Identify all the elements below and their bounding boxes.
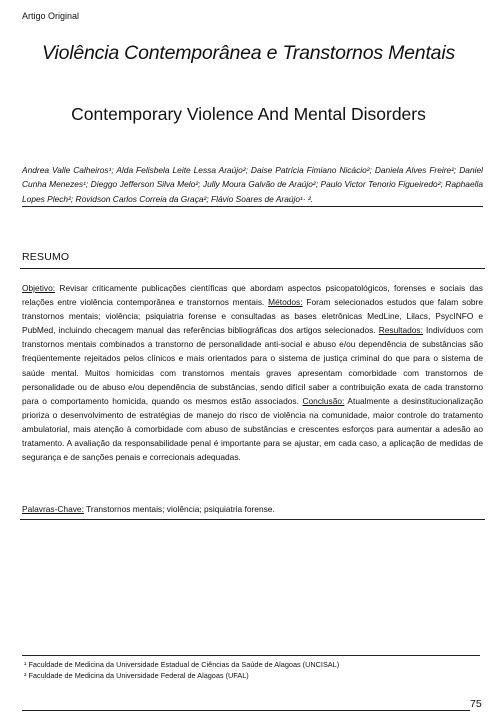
keywords-label: Palavras-Chave: [22,504,84,514]
footnotes [24,659,339,681]
page-number: 75 [470,698,482,710]
footnote-divider [22,655,480,656]
objetivo-label: Objetivo: [22,283,56,293]
abstract-body [22,281,483,464]
title-portuguese: Violência Contemporânea e Transtornos Mentais [41,42,455,64]
conclusao-text: Atualmente a desinstitucionalização prioriza o desenvolvimento de estratégias de manejo do risco de violência na comunidade, maior controle do tratamento ambulatorial, mais atenção à comorbidade com abuso de substâncias e crescentes esforços para aumentar a adesão ao tratamento. A avaliação da responsabilidade penal é importante para se ajustar, em cada caso, a aplicação de medidas de segurança e de sanções penais e correcionais adequadas. [22,395,484,463]
page-bottom-rule [22,710,470,711]
title-english: Contemporary Violence And Mental Disorders [71,104,426,124]
resultados-label: Resultados: [378,325,423,336]
objetivo-text: Revisar criticamente publicações científicas que abordam aspectos psicopatológicos, forenses e sociais das relações entre violência contemporânea e transtornos mentais. [22,283,483,308]
metodos-text: Foram selecionados estudos que falam sobre transtornos mentais; violência; psiquiatria forense e consultadas as bases eletrônicas MedLine, Lilacs, PsycINFO e PubMed, incluindo checagem manual das referências bibliográficas dos artigos selecionados. [22,297,483,336]
resultados-text: Indivíduos com transtornos mentais combinados a transtorno de personalidade anti-social e abuso e/ou dependência de substâncias são freqüentemente rejeitados pelos clínicos e mais orientados para o sistema de justiça criminal do que para o sistema de saúde mental. Muitos homicidas com transtornos mentais graves apresentam comorbidade com transtornos de personalidade ou de abuso e/ou dependência de substâncias, sendo difícil saber a contribuição exata de cada transtorno para o comportamento homicida, quando os mesmos estão associados. [22,325,484,406]
metodos-label: Métodos: [268,297,303,308]
section-label: Artigo Original [22,11,80,21]
author-list: Andrea Valle Calheiros¹; Alda Felisbela Leite Lessa Araújo²; Daise Patrícia Fimiano Nicácio²; Daniela Alves Freire²; Daniel Cunha Menezes¹; Dieggo Jefferson Silva Melo²; Jully Moura Galvão de Araújo²; Paulo Victor Tenorio Figueiredo²; Raphaella Lopes Plech²; Rovidson Carlos Correia da Graça²; Flávio Soares de Araújo¹· ². [22,165,483,204]
resumo-heading: RESUMO [22,251,70,263]
keywords-line [22,504,275,514]
keywords-text: Transtornos mentais; violência; psiquiatria forense. [83,504,275,514]
authors-divider [22,206,483,207]
footnote-1: ¹ Faculdade de Medicina da Universidade Estadual de Ciências da Saúde de Alagoas (UNCISAL) [24,660,340,669]
conclusao-label: Conclusão: [302,395,345,406]
footnote-2: ² Faculdade de Medicina da Universidade Federal de Alagoas (UFAL) [24,671,249,680]
